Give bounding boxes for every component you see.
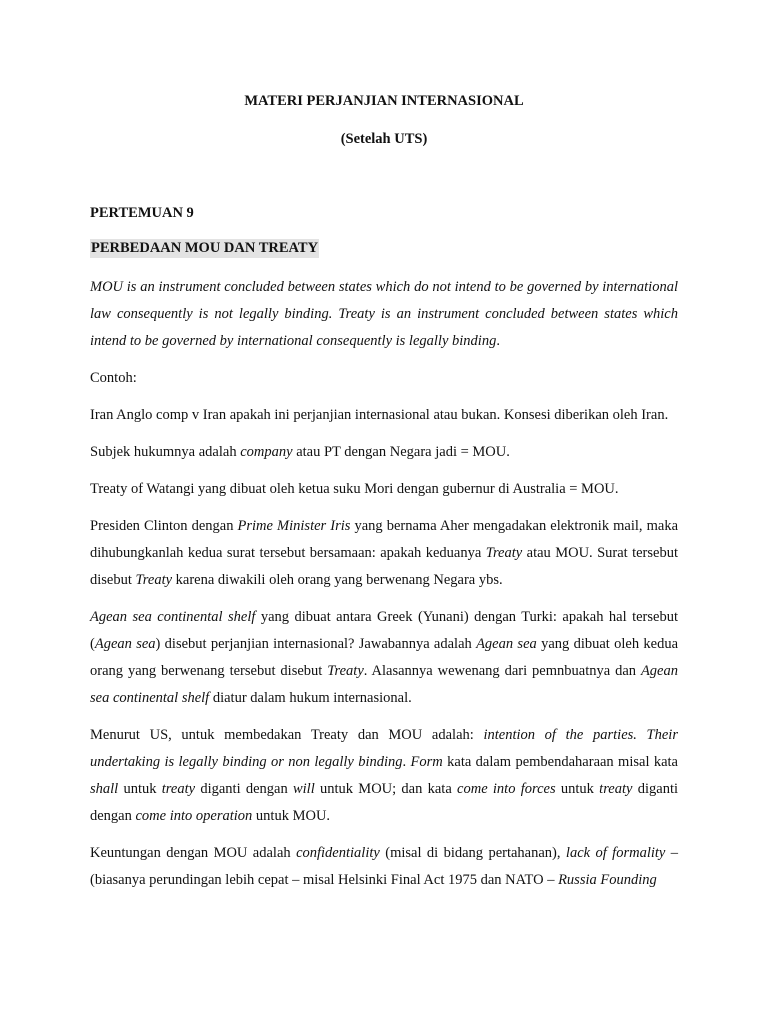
text-run: Prime Minister Iris <box>237 518 351 534</box>
text-run: come into forces <box>457 781 556 797</box>
text-run: Iran Anglo comp v Iran apakah ini perjanjian internasional atau bukan. Konsesi diberikan oleh Iran. <box>90 407 669 423</box>
text-run: . <box>496 333 500 349</box>
text-run: untuk <box>555 781 600 797</box>
text-run: karena diwakili oleh orang yang berwenang Negara ybs. <box>172 572 503 588</box>
text-run: kata dalam pembendaharaan misal kata <box>442 754 678 770</box>
text-run: untuk <box>118 781 162 797</box>
text-run: untuk MOU. <box>252 808 331 824</box>
text-run: Agean sea continental shelf <box>90 609 256 625</box>
text-run: yang dibuat antara Greek (Yunani) dengan Turki: apakah hal tersebut ( <box>90 609 678 652</box>
paragraph-us-criteria <box>90 722 678 830</box>
text-run: Treaty <box>327 663 364 679</box>
text-run: confidentiality <box>296 845 380 861</box>
text-run: atau PT dengan Negara jadi = MOU. <box>292 444 510 460</box>
text-run: lack of formality <box>565 845 666 861</box>
paragraph-mou-advantages <box>90 840 678 894</box>
text-run: diatur dalam hukum internasional. <box>209 690 412 706</box>
text-run: Treaty <box>485 545 523 561</box>
text-run: Agean sea <box>94 636 156 652</box>
text-run: will <box>292 781 315 797</box>
text-run: . Alasannya wewenang dari pemnbuatnya dan <box>363 663 641 679</box>
text-run: yang dibuat oleh kedua orang yang berwenang tersebut disebut <box>90 636 679 679</box>
text-run: Russia Founding <box>558 872 657 888</box>
text-run: shall <box>90 781 119 797</box>
document-body <box>90 274 678 904</box>
text-run: diganti dengan <box>90 781 678 824</box>
text-run: Keuntungan dengan MOU adalah <box>90 845 297 861</box>
paragraph-definition <box>90 274 678 355</box>
document-subtitle: (Setelah UTS) <box>340 131 428 147</box>
text-run: company <box>240 444 293 460</box>
text-run: treaty <box>599 781 633 797</box>
text-run: Agean sea <box>476 636 537 652</box>
text-run: ) disebut perjanjian internasional? Jawabannya adalah <box>155 636 477 652</box>
text-run: Subjek hukumnya adalah <box>90 444 241 460</box>
paragraph-clinton <box>90 513 678 594</box>
section-heading-text: PERBEDAAN MOU DAN TREATY <box>91 240 319 256</box>
text-run: intention of the parties. Their undertaking is legally binding or non legally binding <box>90 727 678 770</box>
text-run: – (biasanya perundingan lebih cepat – misal Helsinki Final Act 1975 dan NATO – <box>90 845 679 888</box>
section-heading <box>90 240 319 257</box>
text-run: Treaty of Watangi yang dibuat oleh ketua suku Mori dengan gubernur di Australia = MOU. <box>90 481 619 497</box>
text-run: Form <box>410 754 443 770</box>
text-run: MOU is an instrument concluded between states which do not intend to be governed by international law consequently is not legally binding. Treaty is an instrument concluded between states which intend to be governed by international consequently is legally binding <box>90 279 678 349</box>
text-run: yang bernama Aher mengadakan elektronik mail, maka dihubungkanlah kedua surat tersebut bersamaan: apakah keduanya <box>90 518 679 561</box>
text-run: untuk MOU; dan kata <box>314 781 458 797</box>
text-run: (misal di bidang pertahanan), <box>379 845 566 861</box>
text-run: Agean sea continental shelf <box>90 663 678 706</box>
text-run: atau MOU. Surat tersebut disebut <box>90 545 678 588</box>
text-run: Presiden Clinton dengan <box>90 518 238 534</box>
text-run: treaty <box>161 781 196 797</box>
paragraph-agean-sea <box>90 604 678 712</box>
document-title: MATERI PERJANJIAN INTERNASIONAL <box>244 93 524 109</box>
meeting-heading: PERTEMUAN 9 <box>90 205 194 221</box>
text-run: Menurut US, untuk membedakan Treaty dan MOU adalah: <box>90 727 484 743</box>
paragraph-iran-case <box>90 402 678 429</box>
text-run: come into operation <box>135 808 253 824</box>
paragraph-watangi <box>90 476 678 503</box>
paragraph-example-label <box>90 365 678 392</box>
text-run: Treaty <box>135 572 173 588</box>
text-run: . <box>402 754 411 770</box>
text-run: Contoh: <box>90 370 137 386</box>
paragraph-legal-subject <box>90 439 678 466</box>
text-run: diganti dengan <box>195 781 293 797</box>
